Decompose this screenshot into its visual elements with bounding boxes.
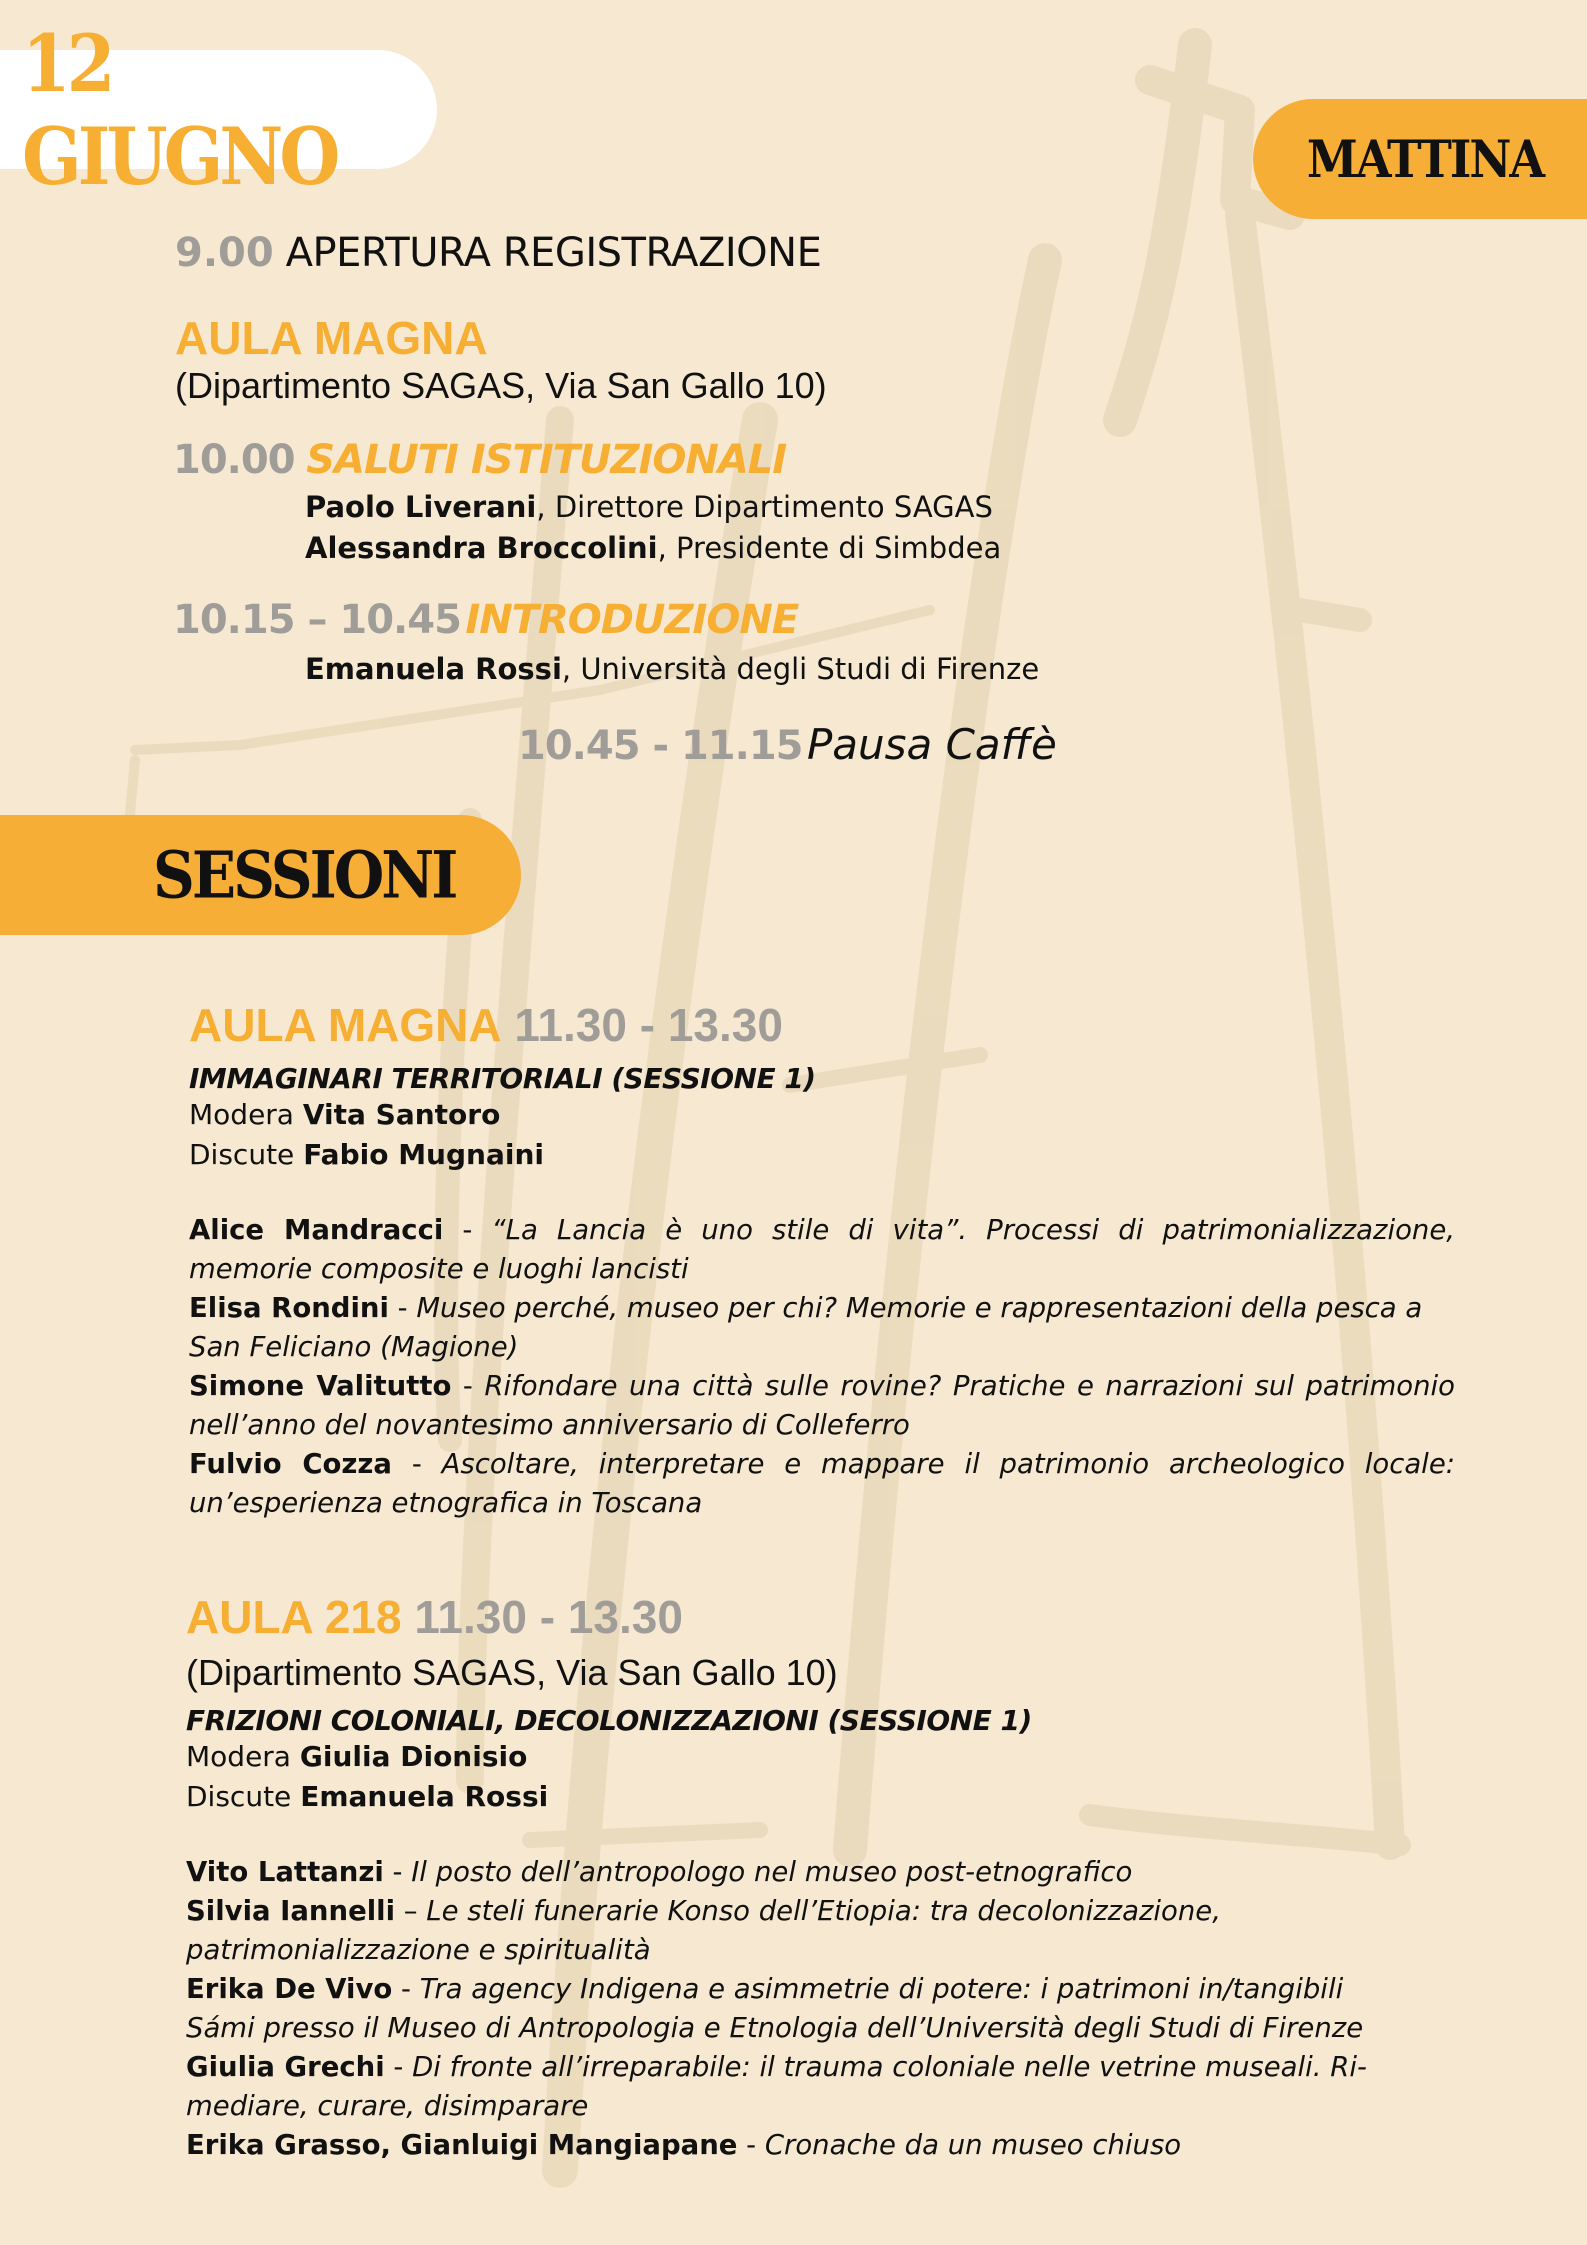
session-header bbox=[189, 998, 1455, 1052]
talk-title: Rifondare una città sulle rovine? Pratiche e narrazioni sul patrimonio nell’anno del novantesimo anniversario di Colleferro bbox=[189, 1370, 1456, 1441]
talk-separator: - bbox=[391, 1448, 442, 1480]
greetings-row bbox=[173, 435, 786, 483]
talk-separator: - bbox=[383, 1856, 412, 1888]
talk-item bbox=[186, 2048, 1416, 2126]
talk-speaker: Erika Grasso, Gianluigi Mangiapane bbox=[186, 2129, 738, 2161]
coffee-break-time: 10.45 - 11.15 bbox=[518, 723, 803, 769]
coffee-break-row bbox=[518, 720, 1057, 769]
greetings-speaker bbox=[305, 531, 1001, 565]
talk-item bbox=[189, 1367, 1455, 1445]
registration-row bbox=[175, 228, 821, 277]
talk-separator: - bbox=[451, 1370, 485, 1402]
talk-item bbox=[186, 1853, 1416, 1892]
discussant-label: Discute bbox=[189, 1138, 295, 1171]
speaker-role: , Presidente di Simbdea bbox=[657, 531, 1002, 565]
talk-title: Ascoltare, interpretare e mappare il patrimonio archeologico locale: un’esperienza etnografica in Toscana bbox=[189, 1448, 1455, 1519]
moderator-label: Modera bbox=[189, 1098, 294, 1131]
period-badge bbox=[1253, 99, 1587, 219]
talk-speaker: Silvia Iannelli bbox=[186, 1895, 396, 1927]
talk-item bbox=[186, 1892, 1416, 1970]
talk-title: Le steli funerarie Konso dell’Etiopia: tra decolonizzazione, patrimonializzazione e spiritualità bbox=[186, 1895, 1221, 1966]
registration-time: 9.00 bbox=[175, 230, 274, 276]
talk-speaker: Simone Valitutto bbox=[189, 1370, 452, 1402]
talk-title: Cronache da un museo chiuso bbox=[764, 2129, 1182, 2161]
talk-separator: - bbox=[443, 1214, 492, 1246]
talk-speaker: Fulvio Cozza bbox=[189, 1448, 392, 1480]
talk-separator: – bbox=[395, 1895, 427, 1927]
talk-item bbox=[189, 1211, 1455, 1289]
greetings-title: SALUTI ISTITUZIONALI bbox=[306, 437, 787, 483]
greetings-time: 10.00 bbox=[173, 437, 295, 483]
introduction-time: 10.15 – 10.45 bbox=[173, 597, 461, 643]
date-badge bbox=[0, 16, 437, 203]
session-room: AULA 218 bbox=[186, 1591, 402, 1643]
talk-separator: - bbox=[737, 2129, 765, 2161]
talk-list bbox=[189, 1211, 1455, 1523]
talk-separator: - bbox=[392, 1973, 420, 2005]
talk-item bbox=[186, 2126, 1416, 2165]
talk-speaker: Erika De Vivo bbox=[186, 1973, 393, 2005]
moderator-name: Vita Santoro bbox=[302, 1098, 501, 1131]
coffee-break-label: Pausa Caffè bbox=[806, 720, 1057, 769]
session-moderator bbox=[189, 1095, 1455, 1135]
greetings-speaker bbox=[305, 490, 993, 524]
session-time: 11.30 - 13.30 bbox=[514, 999, 783, 1051]
session-time: 11.30 - 13.30 bbox=[414, 1591, 683, 1643]
session-moderator bbox=[186, 1737, 1416, 1777]
discussant-label: Discute bbox=[186, 1780, 292, 1813]
session-block bbox=[189, 998, 1455, 1523]
introduction-row bbox=[173, 597, 798, 643]
session-title: IMMAGINARI TERRITORIALI (SESSIONE 1) bbox=[189, 1062, 816, 1095]
date-label: 12 GIUGNO bbox=[22, 16, 337, 203]
speaker-name: Alessandra Broccolini bbox=[305, 531, 658, 565]
discussant-name: Fabio Mugnaini bbox=[303, 1138, 544, 1171]
talk-title: Tra agency Indigena e asimmetrie di potere: i patrimoni in/tangibili Sámi presso il Museo di Antropologia e Etnologia dell’Università degli Studi di Firenze bbox=[186, 1973, 1364, 2044]
talk-speaker: Giulia Grechi bbox=[186, 2051, 385, 2083]
introduction-speaker bbox=[305, 652, 1039, 686]
venue-name: AULA MAGNA bbox=[175, 312, 488, 364]
talk-item bbox=[189, 1445, 1455, 1523]
discussant-name: Emanuela Rossi bbox=[300, 1780, 549, 1813]
registration-label: APERTURA REGISTRAZIONE bbox=[285, 230, 822, 276]
sessions-label: SESSIONI bbox=[153, 836, 456, 914]
session-header bbox=[186, 1590, 1416, 1644]
session-title: FRIZIONI COLONIALI, DECOLONIZZAZIONI (SESSIONE 1) bbox=[186, 1704, 1032, 1737]
session-address: (Dipartimento SAGAS, Via San Gallo 10) bbox=[186, 1652, 838, 1693]
talk-speaker: Vito Lattanzi bbox=[186, 1856, 384, 1888]
talk-speaker: Elisa Rondini bbox=[189, 1292, 389, 1324]
talk-title: Il posto dell’antropologo nel museo post-etnografico bbox=[411, 1856, 1133, 1888]
session-block bbox=[186, 1590, 1416, 2165]
introduction-title: INTRODUZIONE bbox=[465, 597, 799, 643]
speaker-name: Paolo Liverani bbox=[305, 490, 537, 524]
speaker-role: , Università degli Studi di Firenze bbox=[561, 652, 1040, 686]
speaker-name: Emanuela Rossi bbox=[305, 652, 562, 686]
venue-address: (Dipartimento SAGAS, Via San Gallo 10) bbox=[175, 365, 827, 406]
session-room: AULA MAGNA bbox=[189, 999, 502, 1051]
talk-title: “La Lancia è uno stile di vita”. Processi di patrimonializzazione, memorie composite e luoghi lancisti bbox=[189, 1214, 1456, 1285]
talk-speaker: Alice Mandracci bbox=[189, 1214, 444, 1246]
session-discussant bbox=[186, 1777, 1416, 1817]
talk-list bbox=[186, 1853, 1416, 2165]
speaker-role: , Direttore Dipartimento SAGAS bbox=[536, 490, 993, 524]
sessions-badge bbox=[0, 815, 521, 935]
talk-title: Museo perché, museo per chi? Memorie e rappresentazioni della pesca a San Feliciano (Magione) bbox=[189, 1292, 1423, 1363]
moderator-name: Giulia Dionisio bbox=[299, 1740, 528, 1773]
talk-separator: - bbox=[384, 2051, 413, 2083]
session-discussant bbox=[189, 1135, 1455, 1175]
period-label: MATTINA bbox=[1306, 128, 1544, 190]
talk-separator: - bbox=[388, 1292, 417, 1324]
talk-item bbox=[186, 1970, 1416, 2048]
moderator-label: Modera bbox=[186, 1740, 291, 1773]
talk-title: Di fronte all’irreparabile: il trauma coloniale nelle vetrine museali. Ri-mediare, curare, disimparare bbox=[186, 2051, 1367, 2122]
talk-item bbox=[189, 1289, 1455, 1367]
